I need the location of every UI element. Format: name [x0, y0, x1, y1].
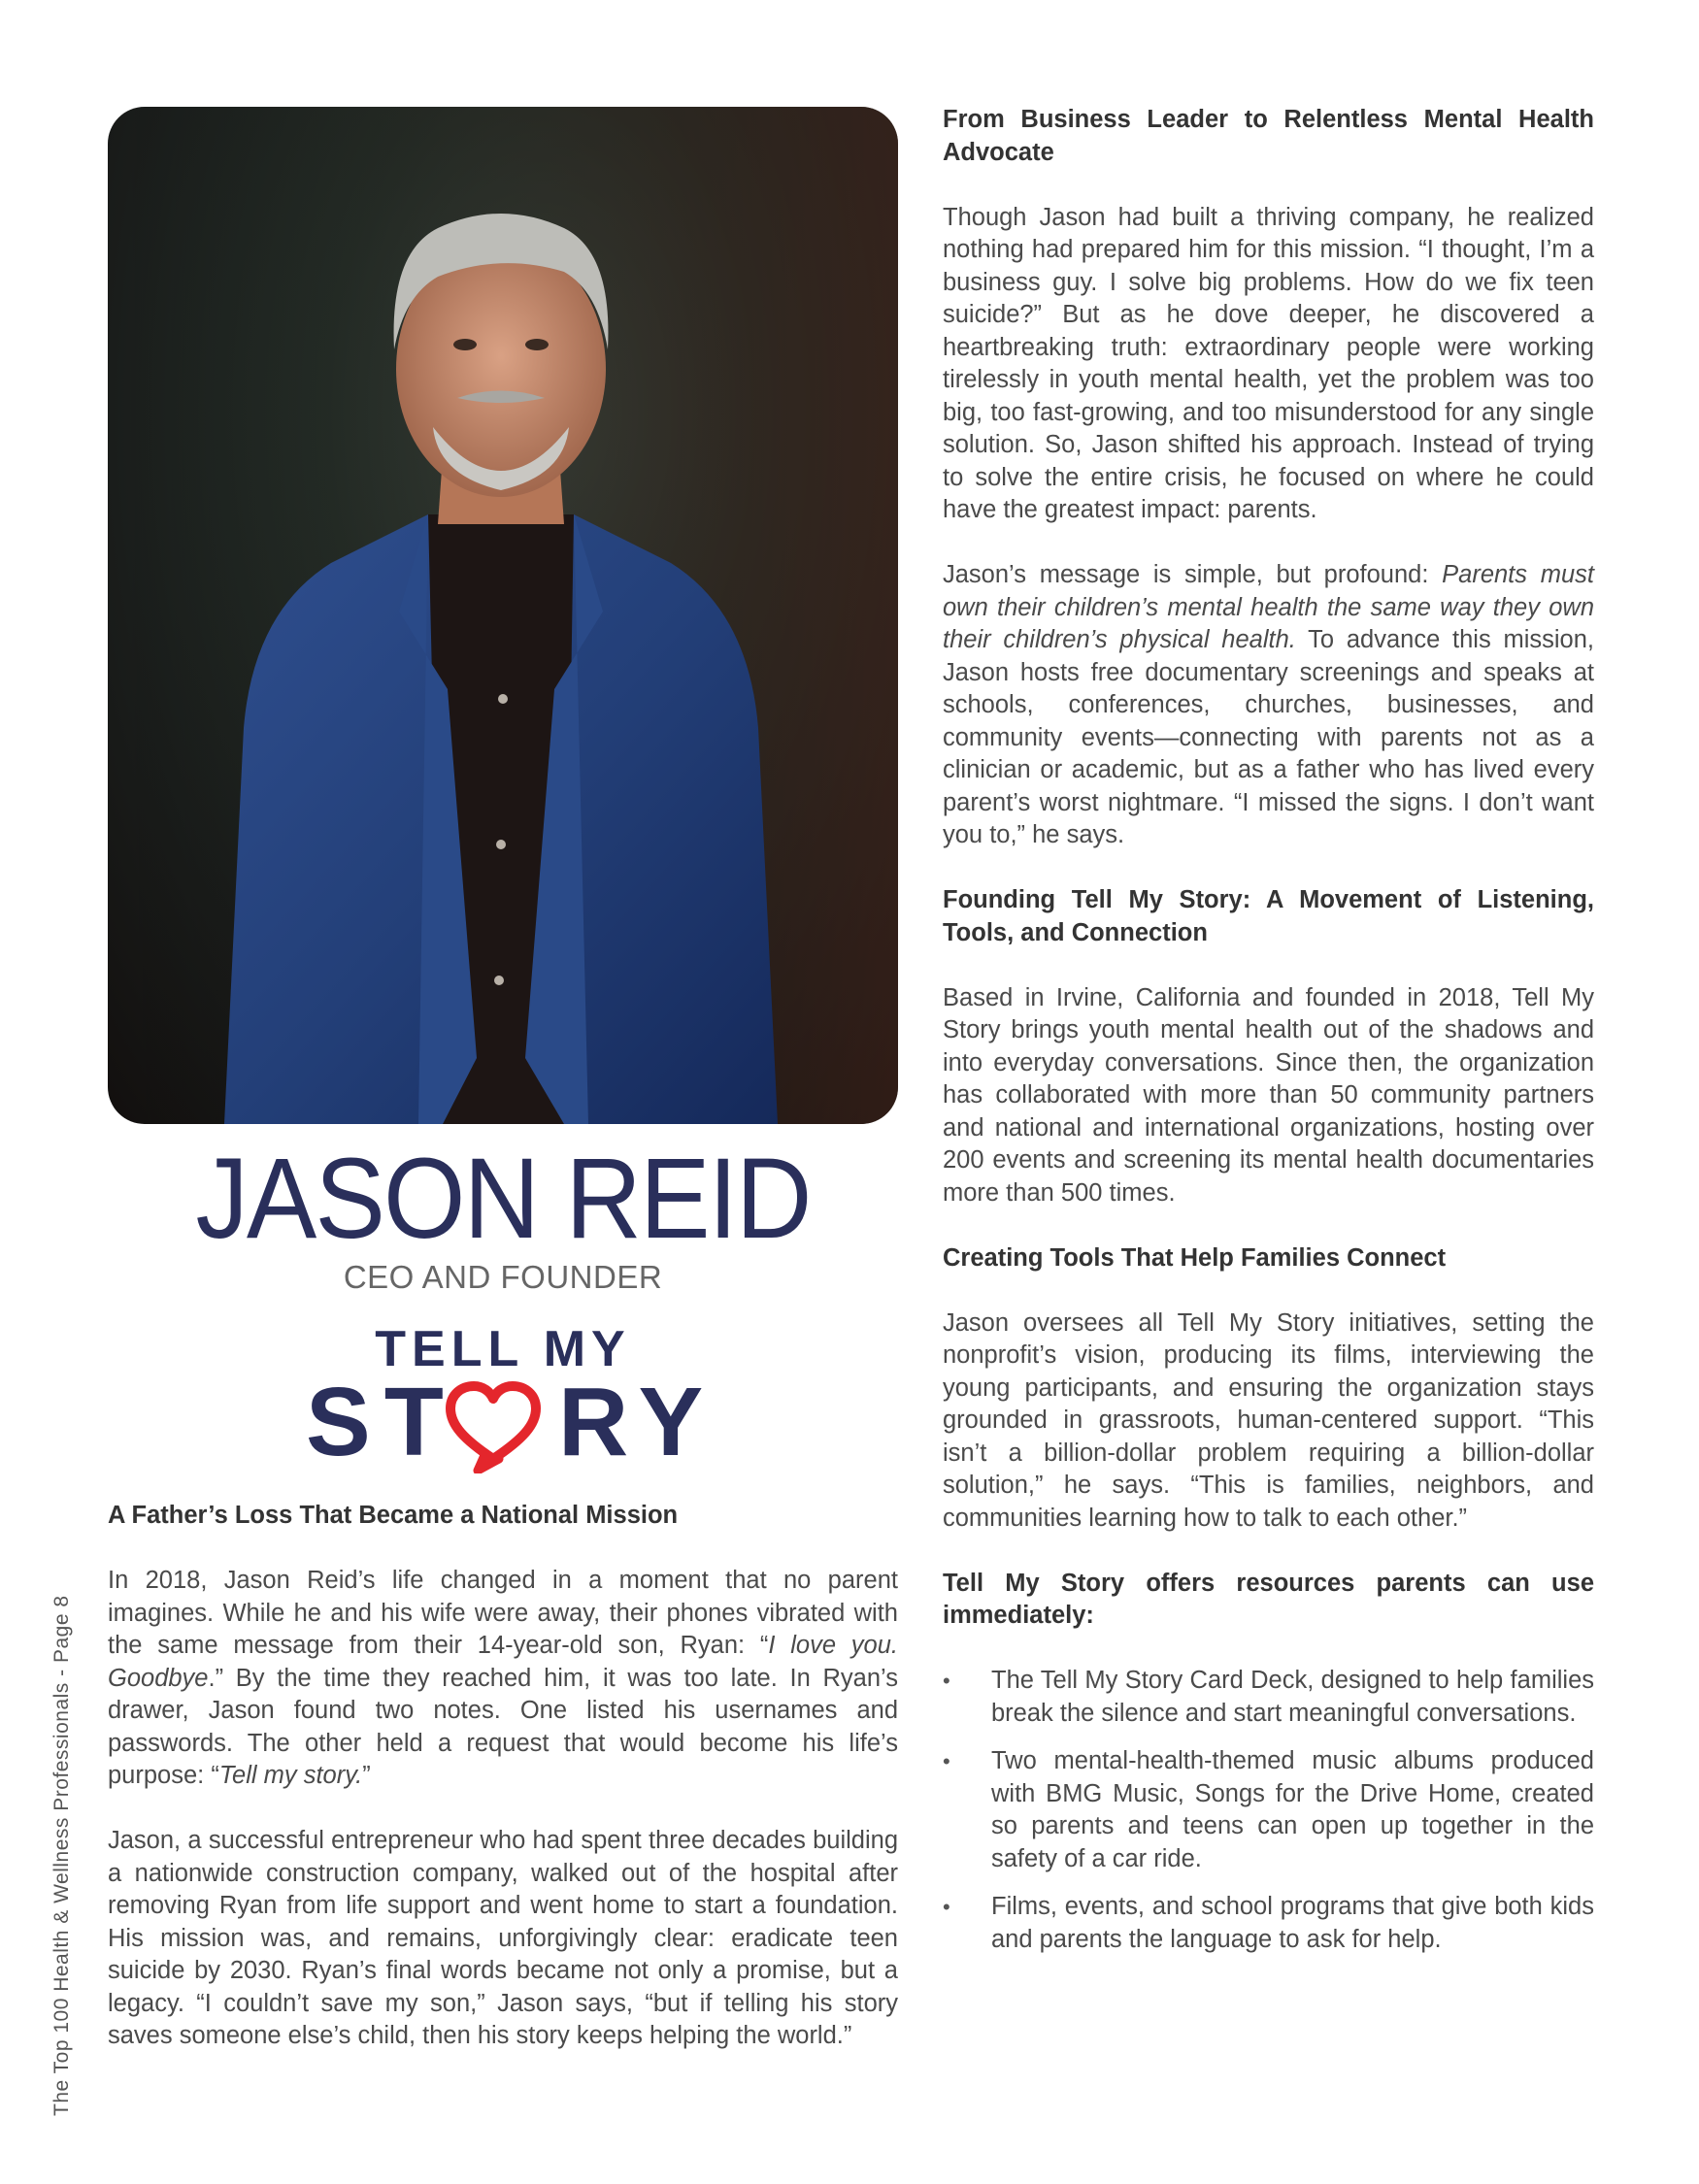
section-heading-fathers-loss: A Father’s Loss That Became a National Mission — [108, 1502, 679, 1529]
text-span: .” By the time they reached him, it was too late. In Ryan’s drawer, Jason found two notes. One listed his usernames and passwords. The other held a request that would become his life’s purpose: “ — [108, 1664, 898, 1789]
section-heading-tools: Creating Tools That Help Families Connect — [943, 1243, 1447, 1272]
person-name: JASON REID — [195, 1135, 811, 1263]
text-span: ” — [362, 1762, 371, 1789]
text-span: In 2018, Jason Reid’s life changed in a moment that no parent imagines. While he and his wife were away, their phones vibrated with the same message from their 14-year-old son, Ryan: “ — [108, 1567, 898, 1659]
text-span: To advance this mission, Jason hosts free documentary screenings and speaks at schools, conferences, churches, businesses, and community events—connecting with parents not as a clinician or academic, but as a father who has lived every parent’s worst nightmare. “I missed the signs. I don’t want you to,” he says. — [943, 626, 1594, 848]
section-heading-founding: Founding Tell My Story: A Movement of Listening, Tools, and Connection — [943, 886, 1594, 946]
paragraph-business-leader: Though Jason had built a thriving company, he realized nothing had prepared him for this mission. “I thought, I’m a business guy. I solve big problems. How do we fix teen suicide?” But as he dove deeper, he discovered a heartbreaking truth: extraordinary people were working tirelessly in youth mental health, yet the problem was too big, too fast-growing, and too misunderstood for any single solution. So, Jason shifted his approach. Instead of trying to solve the entire crisis, he focused on where he could have the greatest impact: parents. — [943, 203, 1594, 523]
section-heading-business-leader: From Business Leader to Relentless Mental Health Advocate — [943, 106, 1594, 166]
italic-quote: I love you. Goodbye — [108, 1632, 899, 1692]
right-column — [943, 104, 1594, 1971]
person-role: CEO AND FOUNDER — [343, 1259, 663, 1295]
paragraph-entrepreneur: Jason, a successful entrepreneur who had spent three decades building a nationwide construction company, walked out of the hospital after removing Ryan from life support and went home to start a foundation. His mission was, and remains, unforgivingly clear: eradicate teen suicide by 2030. Ryan’s final words became not only a promise, but a legacy. “I couldn’t save my son,” Jason says, “but if telling his story saves someone else’s child, then his story keeps helping the world.” — [108, 1827, 898, 2049]
section-heading-resources: Tell My Story offers resources parents can use immediately: — [943, 1569, 1594, 1629]
list-item: • Films, events, and school programs that give both kids and parents the language to ask for help. — [943, 1891, 1594, 1956]
paragraph-tools: Jason oversees all Tell My Story initiatives, setting the nonprofit’s vision, producing its films, interviewing the young participants, and ensuring the organization stays grounded in grassroots, human-centered support. “This isn’t a billion-dollar problem requiring a billion-dollar solution,” he says. “This is families, neighbors, and communities learning how to talk to each other.” — [943, 1308, 1594, 1532]
portrait-photo — [108, 107, 898, 1124]
paragraph-founding: Based in Irvine, California and founded in 2018, Tell My Story brings youth mental health out of the shadows and into everyday conversations. Since then, the organization has collaborated with more than 50 community partners and national and international organizations, hosting over 200 events and screening its mental health documentaries more than 500 times. — [943, 983, 1594, 1207]
paragraph-message — [943, 559, 1594, 852]
italic-quote: Tell my story. — [218, 1762, 363, 1789]
text-span: Jason’s message is simple, but profound: — [943, 561, 1443, 588]
left-column — [108, 1500, 898, 2053]
heart-speech-icon — [445, 1381, 542, 1473]
logo-text-top: TELL MY — [375, 1321, 631, 1377]
logo-st: ST — [306, 1368, 457, 1476]
portrait-illustration — [108, 107, 898, 1124]
logo-ry: RY — [558, 1368, 717, 1476]
list-item: • The Tell My Story Card Deck, designed to help families break the silence and start meaningful conversations. — [943, 1665, 1594, 1730]
resources-list — [943, 1665, 1594, 1956]
italic-message: Parents must own their children’s mental health the same way they own their children’s physical health. — [943, 561, 1594, 653]
logo-text-bottom — [306, 1368, 717, 1476]
paragraph-fathers-loss — [108, 1565, 898, 1793]
side-page-label: The Top 100 Health & Wellness Professionals - Page 8 — [50, 1595, 73, 2116]
list-item: • Two mental-health-themed music albums produced with BMG Music, Songs for the Drive Home, created so parents and teens can open up together in the safety of a car ride. — [943, 1745, 1594, 1875]
